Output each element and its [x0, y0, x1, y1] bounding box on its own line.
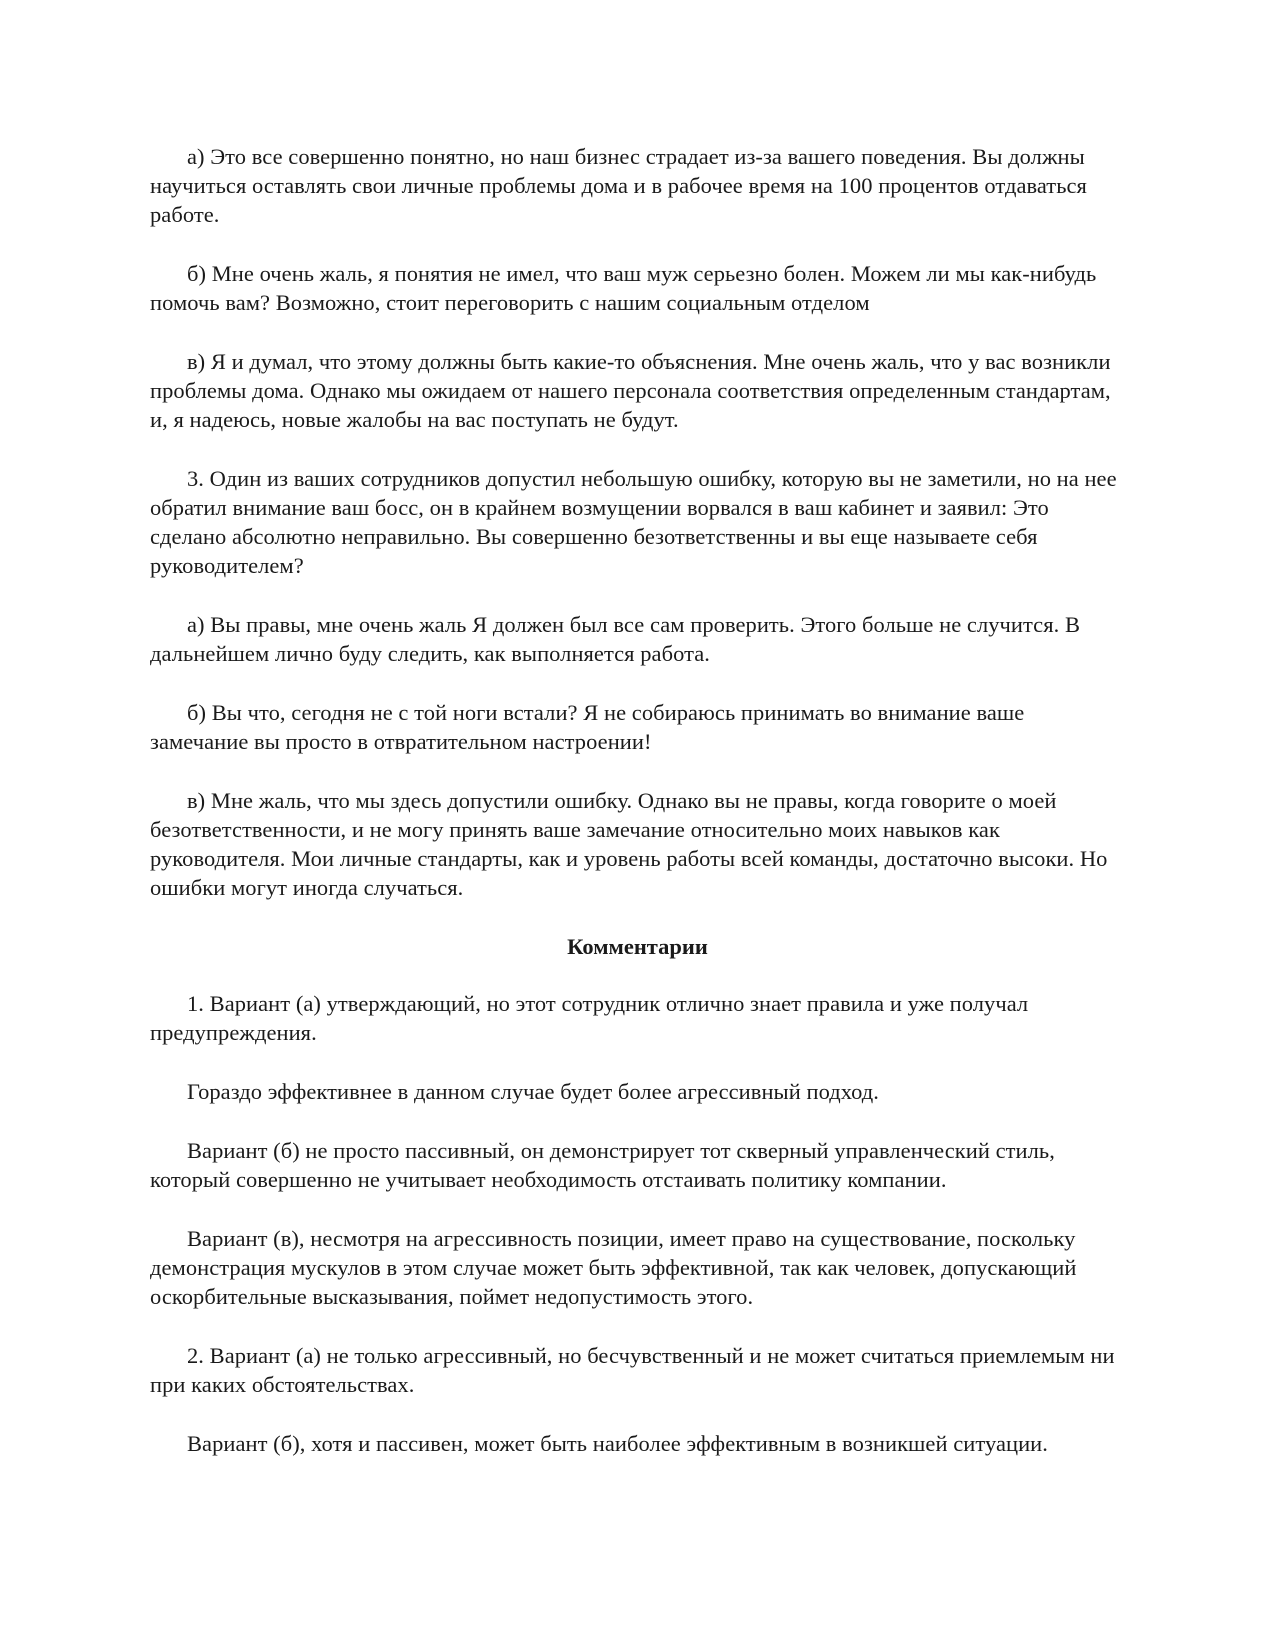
paragraph-option-b-sorry: б) Мне очень жаль, я понятия не имел, что ваш муж серьезно болен. Можем ли мы как-нибудь помочь вам? Возможно, стоит переговорить с нашим социальным отделом [150, 261, 1097, 315]
section-heading-comments: Комментарии [567, 934, 708, 959]
paragraph-comment-4: Вариант (в), несмотря на агрессивность позиции, имеет право на существование, поскольку демонстрация мускулов в этом случае может быть эффективной, так как человек, допускающий оскорбительные высказывания, поймет недопустимость этого. [150, 1226, 1077, 1309]
paragraph-question-3: 3. Один из ваших сотрудников допустил небольшую ошибку, которую вы не заметили, но на нее обратил внимание ваш босс, он в крайнем возмущении ворвался в ваш кабинет и заявил: Это сделано абсолютно неправильно. Вы совершенно безответственны и вы еще называете себя руководителем? [150, 466, 1117, 578]
paragraph-comment-1: 1. Вариант (а) утверждающий, но этот сотрудник отлично знает правила и уже получал предупреждения. [150, 991, 1029, 1045]
paragraph-comment-2: Гораздо эффективнее в данном случае будет более агрессивный подход. [187, 1079, 879, 1104]
paragraph-option-a-right: а) Вы правы, мне очень жаль Я должен был все сам проверить. Этого больше не случится. В дальнейшем лично буду следить, как выполняется работа. [150, 612, 1081, 666]
paragraph-option-c-explanations: в) Я и думал, что этому должны быть какие-то объяснения. Мне очень жаль, что у вас возникли проблемы дома. Однако мы ожидаем от нашего персонала соответствия определенным стандартам, и, я надеюсь, новые жалобы на вас поступать не будут. [150, 349, 1111, 432]
paragraph-comment-3: Вариант (б) не просто пассивный, он демонстрирует тот скверный управленческий стиль, который совершенно не учитывает необходимость отстаивать политику компании. [150, 1138, 1055, 1192]
paragraph-option-a-business: а) Это все совершенно понятно, но наш бизнес страдает из-за вашего поведения. Вы должны научиться оставлять свои личные проблемы дома и в рабочее время на 100 процентов отдаваться работе. [150, 144, 1087, 227]
paragraph-comment-5: 2. Вариант (а) не только агрессивный, но бесчувственный и не может считаться приемлемым ни при каких обстоятельствах. [150, 1343, 1115, 1397]
document-page [150, 142, 1125, 1488]
paragraph-option-c-mistake: в) Мне жаль, что мы здесь допустили ошибку. Однако вы не правы, когда говорите о моей безответственности, и не могу принять ваше замечание относительно моих навыков как руководителя. Мои личные стандарты, как и уровень работы всей команды, достаточно высоки. Но ошибки могут иногда случаться. [150, 788, 1108, 900]
paragraph-option-b-wrong-foot: б) Вы что, сегодня не с той ноги встали? Я не собираюсь принимать во внимание ваше замечание вы просто в отвратительном настроении! [150, 700, 1025, 754]
paragraph-comment-6: Вариант (б), хотя и пассивен, может быть наиболее эффективным в возникшей ситуации. [187, 1431, 1048, 1456]
